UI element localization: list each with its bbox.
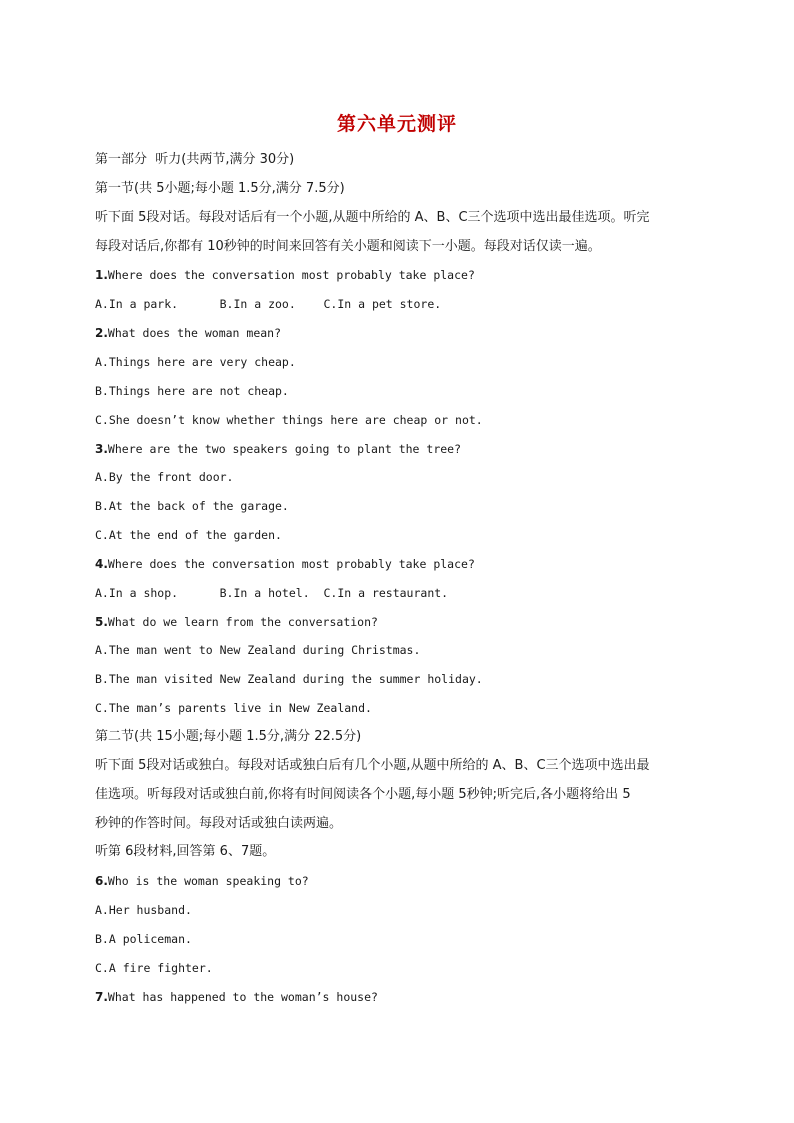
line-text: A.The man went to New Zealand during Christmas.: [95, 643, 421, 658]
line-text: C.She doesn’t know whether things here are cheap or not.: [95, 412, 483, 427]
text-line: [95, 527, 282, 543]
text-line: [95, 844, 275, 860]
question-line: [95, 873, 309, 889]
question-line: [95, 989, 378, 1005]
text-line: [95, 469, 233, 485]
text-line: [95, 383, 289, 399]
line-text: 听下面 5段对话。每段对话后有一个小题,从题中所给的 A、B、C三个选项中选出最佳选项。听完: [95, 209, 650, 225]
text-line: [95, 787, 631, 803]
question-number: 7.: [95, 989, 108, 1004]
line-text: 第二节(共 15小题;每小题 1.5分,满分 22.5分): [95, 729, 362, 744]
text-line: [95, 729, 361, 745]
line-text: A.Her husband.: [95, 903, 192, 918]
question-number: 6.: [95, 874, 108, 889]
text-line: [95, 931, 192, 947]
question-line: [95, 325, 281, 341]
line-text: A.In a park. B.In a zoo. C.In a pet store.: [95, 297, 442, 312]
line-text: 第一节(共 5小题;每小题 1.5分,满分 7.5分): [95, 180, 345, 196]
line-text: A.In a shop. B.In a hotel. C.In a restaurant.: [95, 585, 449, 600]
text-line: [95, 152, 294, 168]
text-line: [95, 239, 601, 255]
line-text: C.A fire fighter.: [95, 960, 213, 975]
question-number: 2.: [95, 326, 108, 341]
text-line: [95, 210, 650, 226]
question-line: [95, 556, 475, 572]
line-text: 第一部分 听力(共两节,满分 30分): [95, 152, 295, 167]
question-line: [95, 441, 461, 457]
line-text: What do we learn from the conversation?: [107, 614, 378, 629]
line-text: C.At the end of the garden.: [95, 528, 282, 543]
line-text: A.By the front door.: [95, 470, 234, 485]
line-text: Where are the two speakers going to plant the tree?: [107, 441, 462, 456]
question-number: 5.: [95, 614, 108, 629]
line-text: Where does the conversation most probably take place?: [107, 268, 475, 283]
line-text: Where does the conversation most probably take place?: [107, 556, 475, 571]
text-line: [95, 816, 342, 832]
line-text: 每段对话后,你都有 10秒钟的时间来回答有关小题和阅读下一小题。每段对话仅读一遍。: [95, 238, 601, 254]
question-line: [95, 267, 475, 283]
text-line: [95, 181, 345, 197]
text-line: [95, 412, 483, 428]
question-number: 1.: [95, 268, 108, 283]
text-line: [95, 960, 213, 976]
line-text: What does the woman mean?: [107, 326, 282, 341]
text-line: [95, 902, 192, 918]
line-text: B.A policeman.: [95, 931, 192, 946]
page-title: 第六单元测评: [336, 113, 457, 135]
text-line: [95, 700, 372, 716]
text-line: [95, 671, 483, 687]
line-text: C.The man’s parents live in New Zealand.: [95, 701, 372, 716]
line-text: B.The man visited New Zealand during the summer holiday.: [95, 672, 483, 687]
question-number: 4.: [95, 556, 108, 571]
text-line: [95, 296, 441, 312]
line-text: 秒钟的作答时间。每段对话或独白读两遍。: [95, 815, 343, 831]
line-text: A.Things here are very cheap.: [95, 354, 296, 369]
text-line: [95, 585, 448, 601]
line-text: What has happened to the woman’s house?: [107, 989, 378, 1004]
text-line: [95, 758, 650, 774]
question-line: [95, 614, 378, 630]
line-text: B.At the back of the garage.: [95, 499, 289, 514]
line-text: 听下面 5段对话或独白。每段对话或独白后有几个小题,从题中所给的 A、B、C三个选项中选出最: [95, 757, 650, 773]
line-text: Who is the woman speaking to?: [107, 874, 309, 889]
text-line: [95, 498, 289, 514]
line-text: 听第 6段材料,回答第 6、7题。: [95, 844, 276, 860]
text-line: [95, 354, 296, 370]
line-text: B.Things here are not cheap.: [95, 383, 289, 398]
question-number: 3.: [95, 441, 108, 456]
text-line: [95, 642, 420, 658]
line-text: 佳选项。听每段对话或独白前,你将有时间阅读各个小题,每小题 5秒钟;听完后,各小题将给出 5: [95, 786, 631, 802]
